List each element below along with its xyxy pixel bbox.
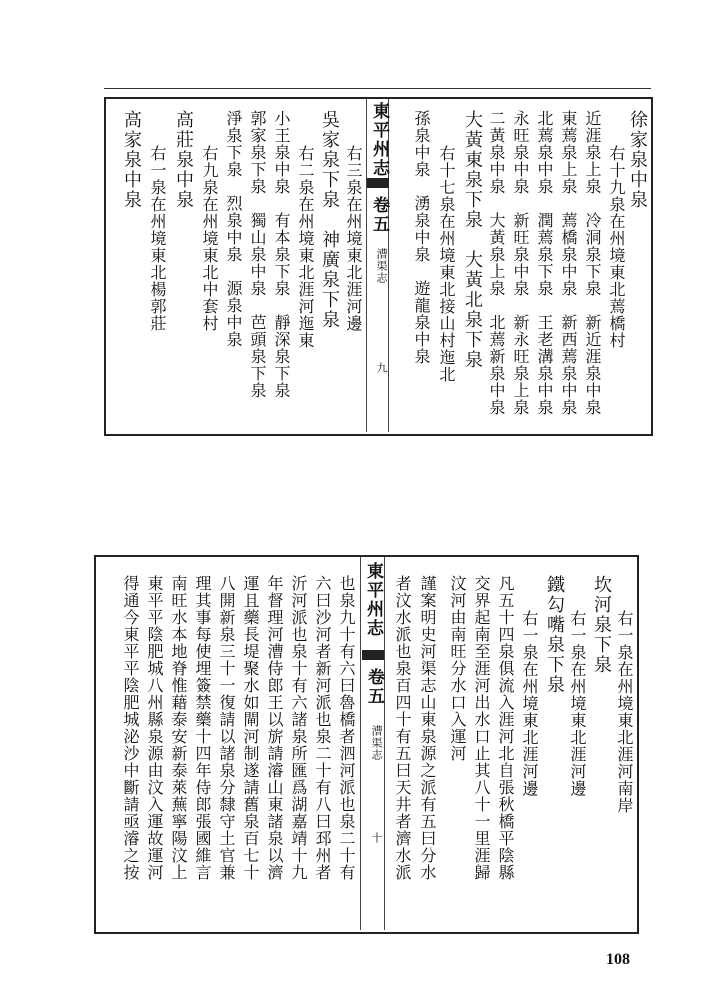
text-column: 坎河泉下泉 (591, 575, 612, 675)
text-column: 淨泉下泉 烈泉中泉 源泉中泉 (224, 110, 243, 348)
upper-page-label: 九 (375, 362, 388, 374)
text-column: 交界起南至涯河出水口止其八十一里涯歸 (472, 575, 491, 881)
text-column: 鐵勾嘴泉下泉 (544, 575, 565, 695)
lower-fish-tail (362, 650, 384, 660)
text-column: 理其事每使埋簽禁藥十四年侍郎張國維言 (193, 575, 212, 881)
text-column: 東平平陰肥城八州縣泉源由汶入運故運河 (145, 575, 164, 881)
text-column: 高莊泉中泉 (173, 110, 194, 210)
text-column: 八開新泉三十一復請以諸泉分隸守土官兼 (217, 575, 236, 881)
text-column: 右二泉在州境東北涯河迤東 (296, 145, 315, 349)
upper-volume-label: 卷五 (369, 196, 389, 234)
text-column: 右一泉在州境東北涯河邊 (568, 610, 587, 797)
text-column: 永旺泉中泉 新旺泉中泉 新永旺泉上泉 (511, 110, 530, 416)
lower-volume-label: 卷五 (364, 668, 384, 706)
lower-section-label: 漕渠志 (370, 725, 383, 761)
upper-section-label: 漕渠志 (375, 248, 388, 284)
text-column: 六曰沙河者新河派也泉二十有八曰邳州者 (313, 575, 332, 881)
text-column: 沂河派也泉十有六諸泉所匯爲湖嘉靖十九 (289, 575, 308, 881)
text-column: 小王泉中泉 有本泉下泉 靜深泉下泉 (272, 110, 291, 399)
text-column: 得通今東平平陰肥城泌沙中斷請亟濬之按 (121, 575, 140, 881)
text-column: 凡五十四泉俱流入涯河北自張秋橋平陰縣 (496, 575, 515, 881)
text-column: 北蔫泉中泉 潤蔫泉下泉 王老溝泉中泉 (535, 110, 554, 416)
text-column: 者汶水派也泉百四十有五曰天井者濟水派 (393, 575, 412, 881)
text-column: 右一泉在州境東北楊郭莊 (148, 145, 167, 332)
text-column: 右九泉在州境東北中套村 (200, 145, 219, 332)
text-column: 高家泉中泉 (121, 110, 142, 210)
text-column: 東蔫泉上泉 蔫橋泉中泉 新西蔫泉中泉 (559, 110, 578, 416)
upper-fish-tail (367, 178, 389, 188)
text-column: 郭家泉下泉 獨山泉中泉 芭頭泉下泉 (248, 110, 267, 399)
text-column: 孫泉中泉 湧泉中泉 遊龍泉中泉 (412, 110, 431, 365)
page-number: 108 (606, 951, 630, 968)
text-column: 徐家泉中泉 (627, 110, 648, 210)
lower-page-title: 東平州志 (363, 562, 383, 638)
text-column: 大黃東泉下泉 大黃北泉下泉 (462, 110, 483, 370)
text-column: 也泉九十有六曰魯橋者泗河派也泉二十有 (337, 575, 356, 881)
text-column: 右一泉在州境東北涯河南岸 (615, 610, 634, 814)
text-column: 近涯泉上泉 冷洞泉下泉 新近涯泉中泉 (583, 110, 602, 416)
text-column: 南旺水本地脊惟藉泰安新泰萊蕪寧陽汶上 (169, 575, 188, 881)
upper-page-title: 東平州志 (369, 102, 389, 178)
text-column: 汶河由南旺分水口入運河 (448, 575, 467, 762)
text-column: 吳家泉下泉 神廣泉下泉 (319, 110, 340, 330)
upper-page-top-rule (104, 88, 651, 89)
text-column: 右十九泉在州境東北蔫橋村 (607, 145, 626, 349)
text-column: 右一泉在州境東北涯河邊 (520, 610, 539, 797)
text-column: 運且藥長堤聚水如閘河制遂請舊泉百七十 (241, 575, 260, 881)
lower-page-label: 十 (370, 832, 383, 844)
text-column: 謹案明史河渠志山東泉源之派有五曰分水 (418, 575, 437, 881)
text-column: 右三泉在州境東北涯河邊 (344, 145, 363, 332)
text-column: 二黃泉中泉 大黃泉上泉 北蔫新泉中泉 (487, 110, 506, 416)
text-column: 年督理河漕侍郎王以旂請濬山東諸泉以濟 (265, 575, 284, 881)
text-column: 右十七泉在州境東北接山村迤北 (437, 145, 456, 383)
